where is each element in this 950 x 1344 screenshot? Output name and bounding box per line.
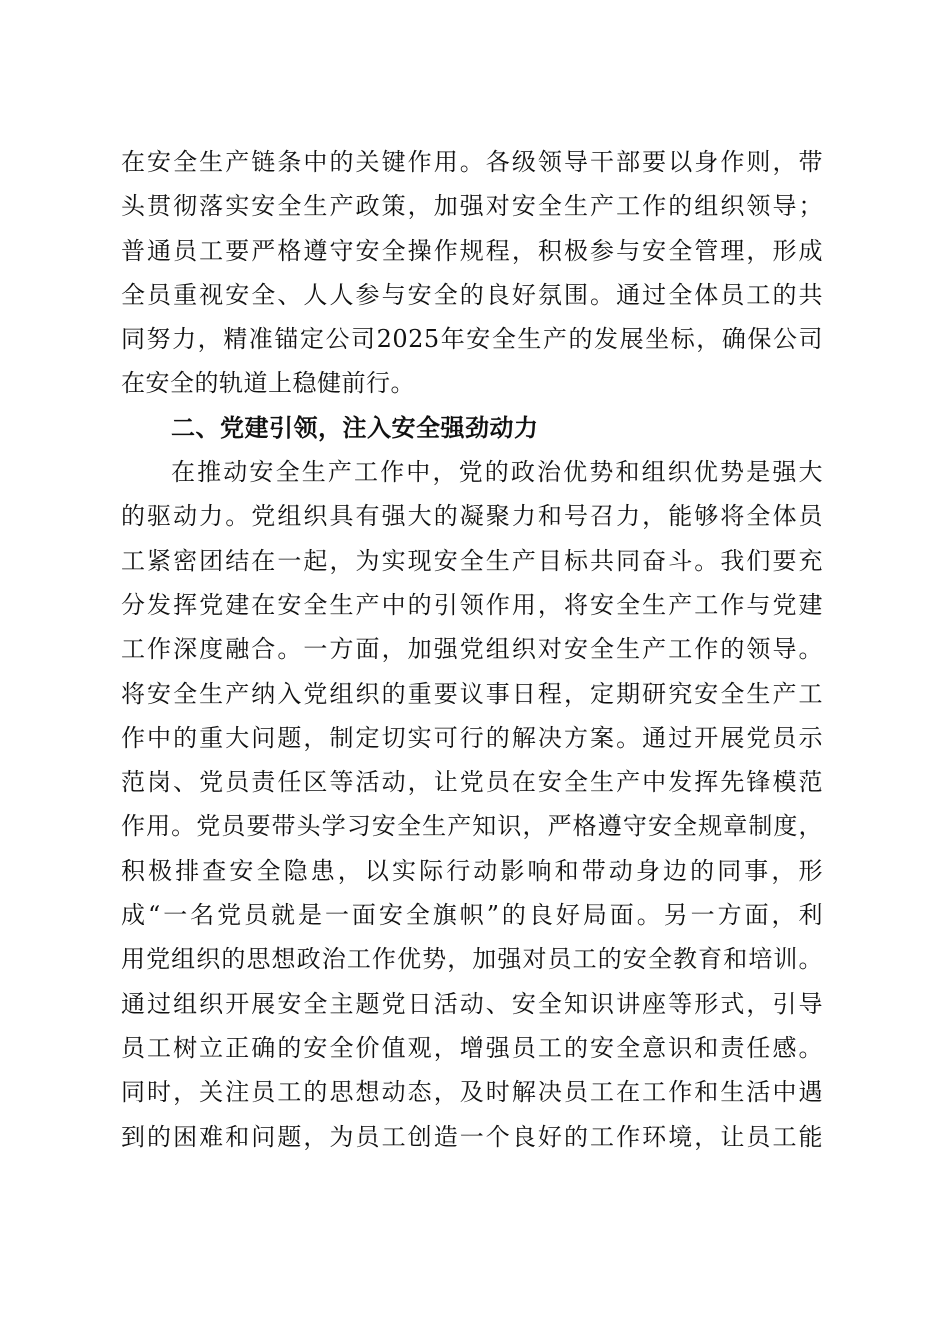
text-line: 全员重视安全、人人参与安全的良好氛围。通过全体员工的共 — [121, 280, 823, 309]
text-line: 范岗、党员责任区等活动，让党员在安全生产中发挥先锋模范 — [121, 768, 823, 797]
text-line: 同时，关注员工的思想动态，及时解决员工在工作和生活中遇 — [121, 1078, 823, 1107]
text-line: 作中的重大问题，制定切实可行的解决方案。通过开展党员示 — [121, 723, 823, 752]
text-line: 作用。党员要带头学习安全生产知识，严格遵守安全规章制度， — [121, 812, 823, 841]
text-line: 成“一名党员就是一面安全旗帜”的良好局面。另一方面，利 — [121, 901, 823, 930]
text-line: 工紧密团结在一起，为实现安全生产目标共同奋斗。我们要充 — [121, 546, 823, 575]
document-body — [121, 140, 823, 1159]
paragraph-party-building — [121, 450, 823, 1159]
text-line: 工作深度融合。一方面，加强党组织对安全生产工作的领导。 — [121, 635, 823, 664]
text-line: 在安全生产链条中的关键作用。各级领导干部要以身作则，带 — [121, 148, 823, 176]
text-line: 在安全的轨道上稳健前行。 — [121, 369, 415, 398]
text-line: 将安全生产纳入党组织的重要议事日程，定期研究安全生产工 — [121, 679, 823, 708]
text-line: 员工树立正确的安全价值观，增强员工的安全意识和责任感。 — [121, 1033, 823, 1062]
text-line: 通过组织开展安全主题党日活动、安全知识讲座等形式，引导 — [121, 989, 823, 1018]
text-line: 同努力，精准锚定公司2025年安全生产的发展坐标，确保公司 — [121, 325, 823, 354]
text-line: 到的困难和问题，为员工创造一个良好的工作环境，让员工能 — [121, 1122, 823, 1151]
text-line: 分发挥党建在安全生产中的引领作用，将安全生产工作与党建 — [121, 590, 823, 619]
text-line: 头贯彻落实安全生产政策，加强对安全生产工作的组织领导； — [121, 192, 823, 221]
text-line: 积极排查安全隐患，以实际行动影响和带动身边的同事，形 — [121, 856, 823, 885]
text-line: 普通员工要严格遵守安全操作规程，积极参与安全管理，形成 — [121, 236, 823, 265]
text-line: 用党组织的思想政治工作优势，加强对员工的安全教育和培训。 — [121, 945, 823, 974]
text-line: 的驱动力。党组织具有强大的凝聚力和号召力，能够将全体员 — [121, 502, 823, 531]
paragraph-continued — [121, 140, 823, 406]
section-heading: 二、党建引领，注入安全强劲动力 — [171, 413, 539, 442]
text-line: 在推动安全生产工作中，党的政治优势和组织优势是强大 — [171, 458, 823, 487]
